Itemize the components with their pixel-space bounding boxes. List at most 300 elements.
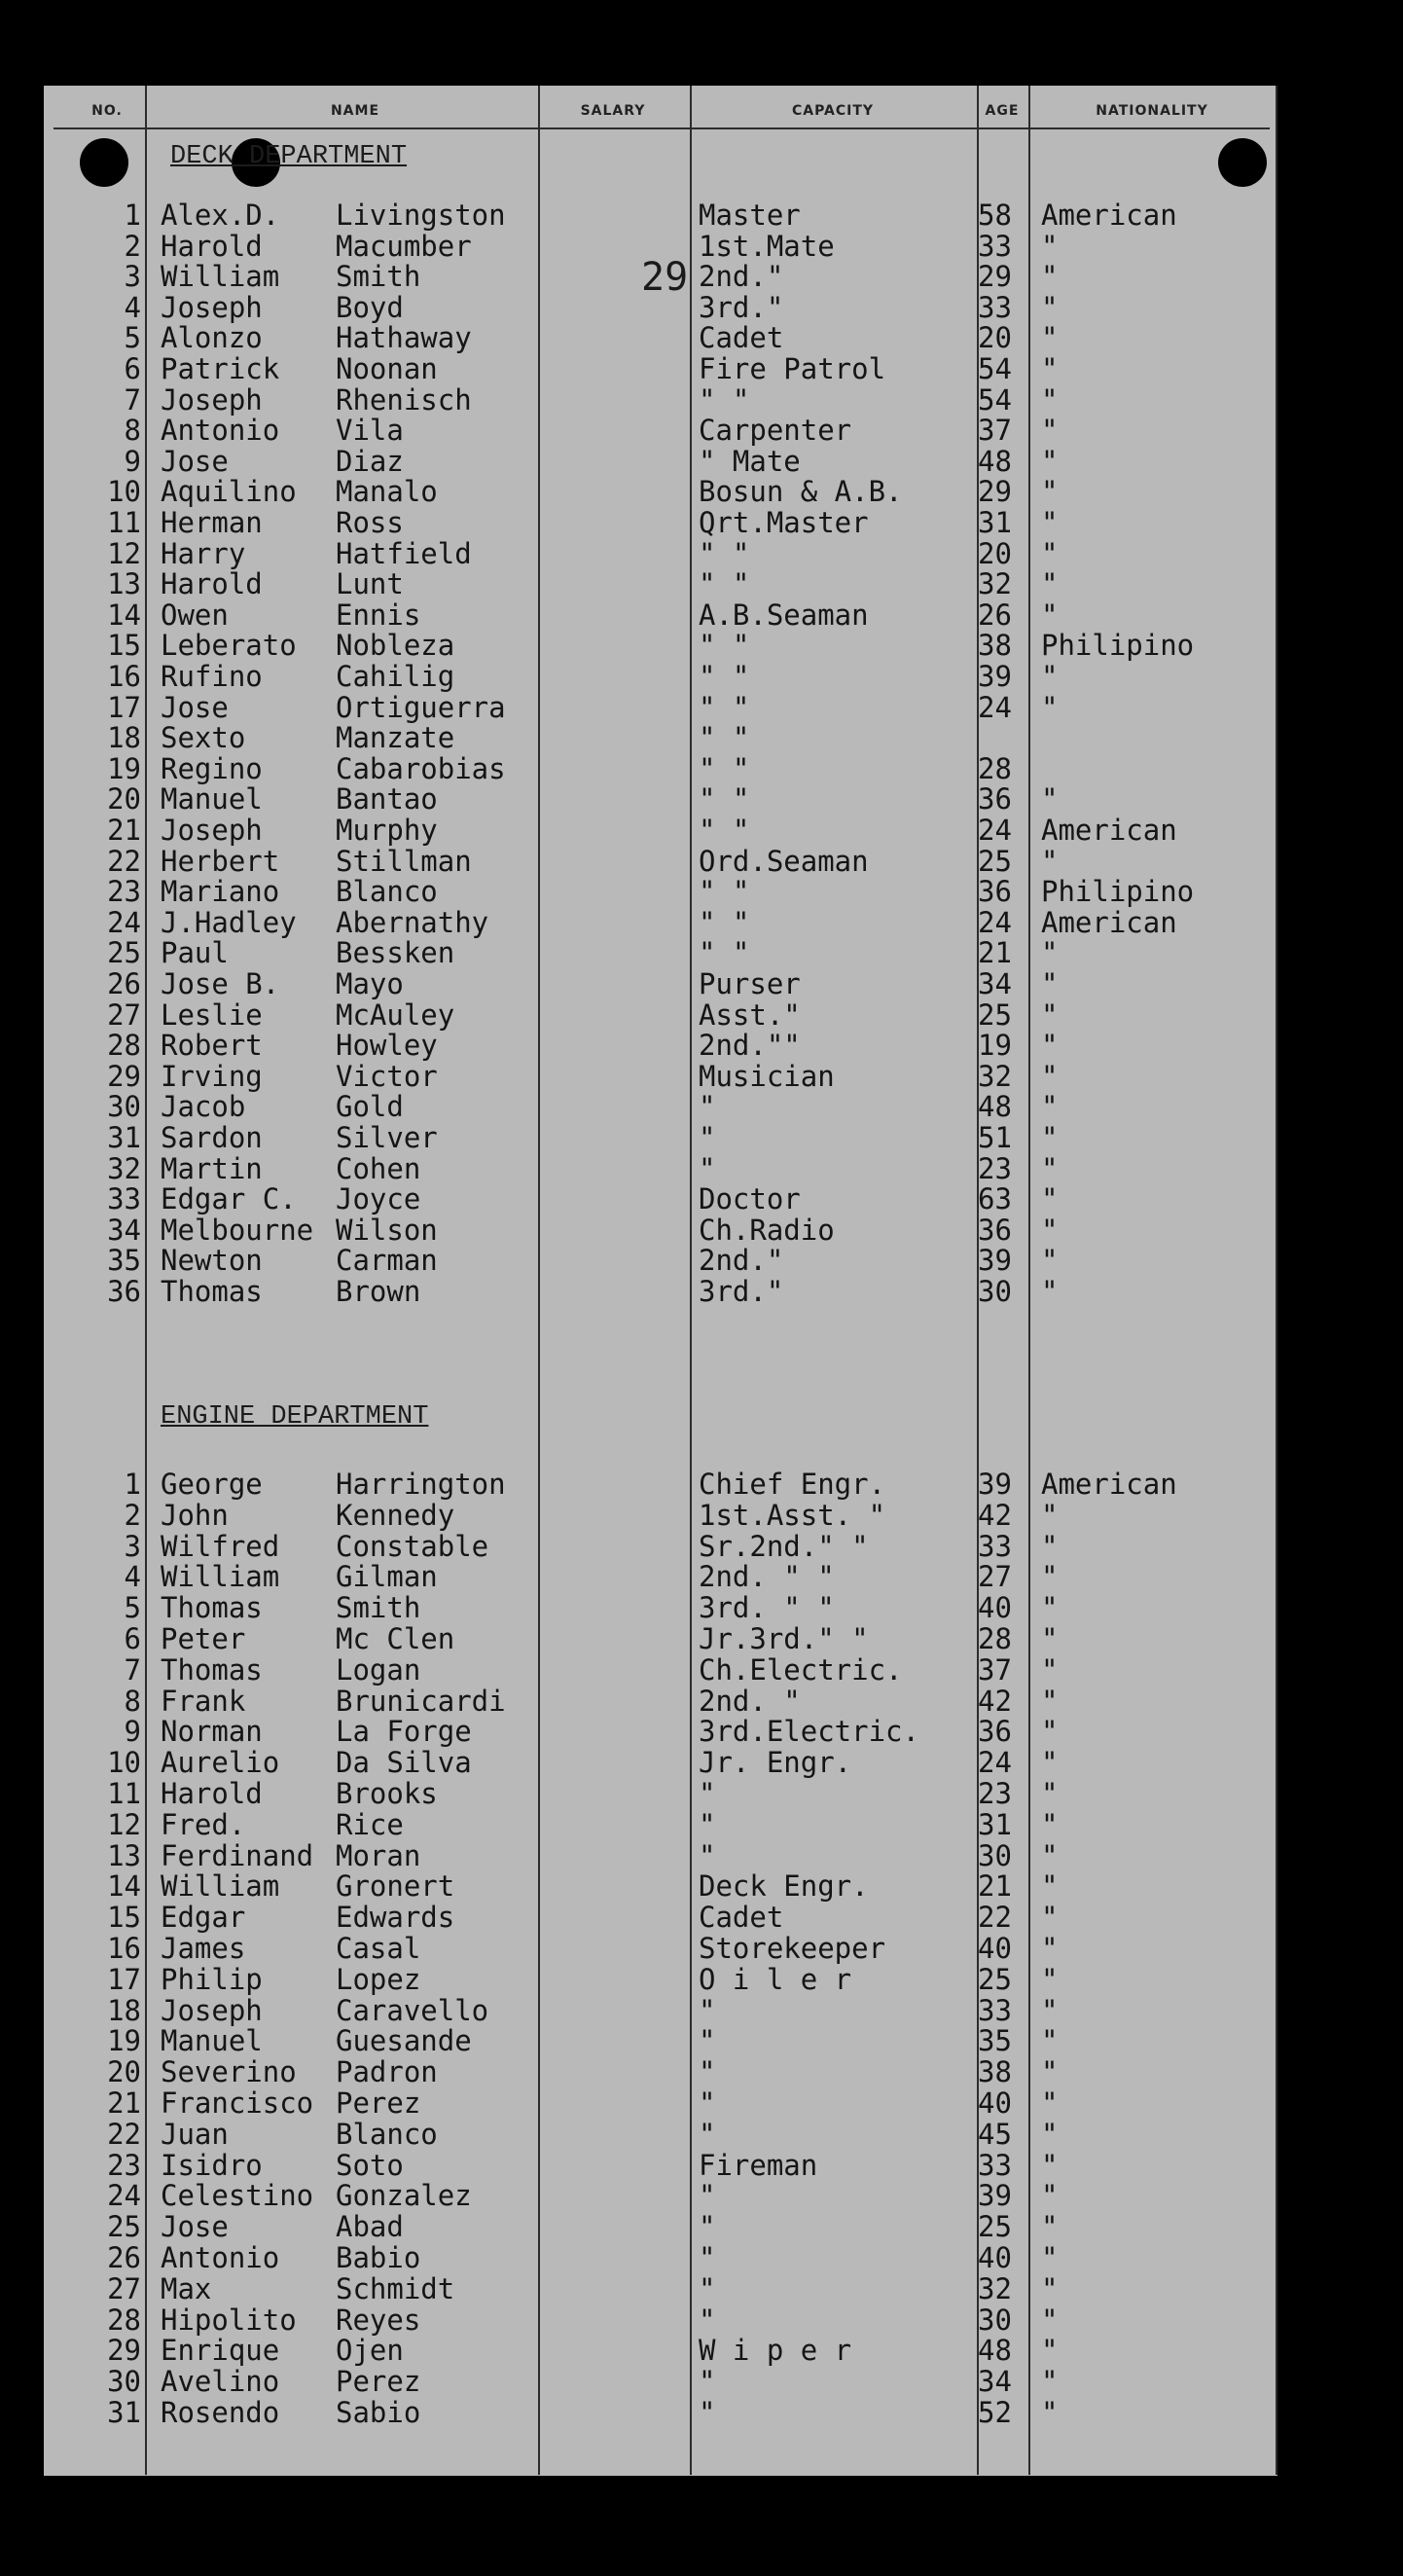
crew-last-name: Harrington xyxy=(336,1468,506,1501)
crew-first-name: Edgar xyxy=(161,1901,246,1935)
crew-number: 34 xyxy=(107,1213,141,1247)
crew-capacity: " " xyxy=(699,660,750,693)
crew-nationality: " xyxy=(1041,1121,1059,1154)
crew-number: 9 xyxy=(124,1715,141,1749)
crew-nationality: " xyxy=(1041,660,1059,693)
crew-nationality: American xyxy=(1041,1468,1177,1501)
crew-row xyxy=(44,1777,1277,1808)
crew-number: 29 xyxy=(107,1059,141,1093)
crew-age: 30 xyxy=(978,1275,1012,1308)
crew-last-name: Constable xyxy=(336,1529,489,1563)
crew-age: 24 xyxy=(978,905,1012,939)
crew-nationality: " xyxy=(1041,2148,1059,2182)
crew-age: 37 xyxy=(978,414,1012,448)
crew-nationality: " xyxy=(1041,2303,1059,2337)
crew-last-name: Murphy xyxy=(336,814,438,847)
crew-age: 63 xyxy=(978,1182,1012,1216)
crew-row xyxy=(44,445,1277,476)
crew-number: 31 xyxy=(107,2396,141,2429)
crew-number: 35 xyxy=(107,1244,141,1278)
crew-age: 40 xyxy=(978,1591,1012,1625)
crew-age: 32 xyxy=(978,1059,1012,1093)
crew-number: 1 xyxy=(124,199,141,232)
crew-row xyxy=(44,1244,1277,1278)
crew-last-name: Silver xyxy=(336,1121,438,1154)
crew-age: 24 xyxy=(978,1746,1012,1780)
crew-row xyxy=(44,2210,1277,2244)
crew-last-name: Bessken xyxy=(336,936,455,970)
crew-number: 29 xyxy=(107,2334,141,2368)
crew-nationality: " xyxy=(1041,1932,1059,1965)
crew-capacity: " xyxy=(699,1993,716,2027)
crew-row xyxy=(44,475,1277,509)
crew-age: 25 xyxy=(978,2210,1012,2244)
crew-first-name: Philip xyxy=(161,1962,263,1996)
crew-row xyxy=(44,2334,1277,2368)
crew-age: 25 xyxy=(978,998,1012,1032)
crew-row xyxy=(44,1685,1277,1716)
crew-capacity: " " xyxy=(699,536,750,570)
crew-row xyxy=(44,1622,1277,1653)
crew-row xyxy=(44,2086,1277,2118)
crew-row xyxy=(44,1901,1277,1935)
crew-capacity: Doctor xyxy=(699,1182,801,1216)
crew-first-name: Antonio xyxy=(161,2241,280,2274)
crew-first-name: Harold xyxy=(161,567,263,601)
crew-row xyxy=(44,814,1277,845)
crew-last-name: Livingston xyxy=(336,199,506,232)
crew-row xyxy=(44,1715,1277,1749)
crew-first-name: Irving xyxy=(161,1059,263,1093)
deck-department-title: DECK DEPARTMENT xyxy=(170,142,408,171)
punch-hole-left xyxy=(80,138,128,187)
crew-age: 35 xyxy=(978,2024,1012,2058)
crew-nationality: American xyxy=(1041,905,1177,939)
crew-capacity: " xyxy=(699,2024,716,2058)
crew-number: 20 xyxy=(107,2055,141,2089)
crew-last-name: Perez xyxy=(336,2086,421,2120)
crew-age: 33 xyxy=(978,1993,1012,2027)
crew-age: 48 xyxy=(978,2334,1012,2368)
crew-row xyxy=(44,2304,1277,2335)
crew-last-name: Joyce xyxy=(336,1182,421,1216)
crew-first-name: Jacob xyxy=(161,1090,246,1124)
crew-row xyxy=(44,1653,1277,1685)
crew-row xyxy=(44,199,1277,230)
header-nationality: NATIONALITY xyxy=(1096,103,1208,119)
crew-capacity: " xyxy=(699,1838,716,1872)
crew-age: 25 xyxy=(978,844,1012,878)
crew-number: 12 xyxy=(107,536,141,570)
crew-number: 28 xyxy=(107,1029,141,1063)
crew-row xyxy=(44,1029,1277,1063)
crew-last-name: Bantao xyxy=(336,782,438,816)
crew-number: 36 xyxy=(107,1275,141,1308)
crew-last-name: Reyes xyxy=(336,2303,421,2337)
crew-first-name: Wilfred xyxy=(161,1529,280,1563)
crew-last-name: Mc Clen xyxy=(336,1622,455,1655)
crew-capacity: Ch.Electric. xyxy=(699,1652,903,1687)
crew-last-name: Kennedy xyxy=(336,1498,455,1532)
crew-age: 24 xyxy=(978,814,1012,847)
crew-first-name: Paul xyxy=(161,936,229,970)
crew-nationality: " xyxy=(1041,1807,1059,1841)
crew-row xyxy=(44,845,1277,876)
engine-department-title: ENGINE DEPARTMENT xyxy=(161,1402,429,1432)
crew-nationality: American xyxy=(1041,814,1177,847)
crew-capacity: 3rd.Electric. xyxy=(699,1715,919,1749)
crew-capacity: " Mate xyxy=(699,444,801,478)
crew-nationality: " xyxy=(1041,1151,1059,1185)
crew-capacity: Jr. Engr. xyxy=(699,1746,852,1780)
crew-capacity: 2nd." xyxy=(699,260,784,294)
crew-first-name: Harold xyxy=(161,229,263,263)
crew-age: 20 xyxy=(978,321,1012,355)
crew-first-name: Francisco xyxy=(161,2086,314,2120)
crew-capacity: " xyxy=(699,2117,716,2151)
crew-first-name: Norman xyxy=(161,1715,263,1749)
crew-first-name: Martin xyxy=(161,1151,263,1185)
crew-first-name: Thomas xyxy=(161,1275,263,1308)
crew-last-name: Noonan xyxy=(336,352,438,385)
crew-capacity: 2nd." xyxy=(699,1244,784,1278)
crew-age: 23 xyxy=(978,1777,1012,1810)
crew-capacity: Musician xyxy=(699,1059,835,1093)
crew-row xyxy=(44,1808,1277,1839)
crew-capacity: " " xyxy=(699,751,750,785)
crew-age: 40 xyxy=(978,1932,1012,1965)
crew-last-name: Gonzalez xyxy=(336,2179,472,2213)
crew-first-name: Celestino xyxy=(161,2179,314,2213)
crew-nationality: " xyxy=(1041,1059,1059,1093)
crew-last-name: Nobleza xyxy=(336,629,455,663)
crew-age: 21 xyxy=(978,1869,1012,1904)
crew-nationality: " xyxy=(1041,2179,1059,2213)
crew-nationality: " xyxy=(1041,260,1059,294)
crew-age: 20 xyxy=(978,536,1012,570)
crew-number: 7 xyxy=(124,382,141,417)
crew-age: 52 xyxy=(978,2396,1012,2429)
crew-capacity: " " xyxy=(699,382,750,417)
crew-age: 45 xyxy=(978,2117,1012,2151)
crew-capacity: 3rd." xyxy=(699,290,784,324)
crew-capacity: " xyxy=(699,2179,716,2213)
crew-last-name: Blanco xyxy=(336,875,438,909)
crew-capacity: " " xyxy=(699,567,750,601)
crew-number: 8 xyxy=(124,1684,141,1718)
crew-capacity: " xyxy=(699,1807,716,1841)
crew-first-name: Patrick xyxy=(161,352,280,385)
crew-number: 2 xyxy=(124,229,141,263)
crew-number: 4 xyxy=(124,290,141,324)
crew-last-name: Hatfield xyxy=(336,536,472,570)
crew-first-name: William xyxy=(161,1560,280,1594)
crew-row xyxy=(44,2365,1277,2399)
crew-row xyxy=(44,752,1277,783)
crew-nationality: " xyxy=(1041,444,1059,478)
crew-first-name: Jose xyxy=(161,2210,229,2244)
crew-last-name: Lunt xyxy=(336,567,404,601)
crew-number: 22 xyxy=(107,2117,141,2151)
crew-first-name: Avelino xyxy=(161,2365,280,2399)
crew-first-name: Joseph xyxy=(161,814,263,847)
crew-row xyxy=(44,1090,1277,1124)
crew-number: 14 xyxy=(107,1869,141,1904)
crew-capacity: Jr.3rd." " xyxy=(699,1622,869,1655)
crew-last-name: Da Silva xyxy=(336,1746,472,1780)
crew-number: 13 xyxy=(107,1838,141,1872)
crew-number: 21 xyxy=(107,2086,141,2120)
crew-first-name: Leberato xyxy=(161,629,297,663)
crew-first-name: Jose B. xyxy=(161,967,280,1000)
crew-row xyxy=(44,1499,1277,1530)
crew-last-name: Lopez xyxy=(336,1962,421,1996)
crew-nationality: " xyxy=(1041,598,1059,632)
crew-nationality: " xyxy=(1041,567,1059,601)
crew-row xyxy=(44,1152,1277,1183)
crew-last-name: Vila xyxy=(336,414,404,448)
crew-first-name: Jose xyxy=(161,690,229,724)
crew-capacity: " " xyxy=(699,814,750,847)
crew-age: 28 xyxy=(978,751,1012,785)
crew-nationality: " xyxy=(1041,2117,1059,2151)
crew-number: 6 xyxy=(124,352,141,385)
crew-number: 7 xyxy=(124,1652,141,1687)
crew-nationality: " xyxy=(1041,2024,1059,2058)
crew-last-name: Brooks xyxy=(336,1777,438,1810)
crew-nationality: " xyxy=(1041,2396,1059,2429)
crew-first-name: Aurelio xyxy=(161,1746,280,1780)
crew-number: 3 xyxy=(124,1529,141,1563)
crew-number: 25 xyxy=(107,936,141,970)
crew-first-name: Robert xyxy=(161,1029,263,1063)
crew-capacity: 2nd."" xyxy=(699,1029,801,1063)
crew-age: 19 xyxy=(978,1029,1012,1063)
crew-first-name: Hipolito xyxy=(161,2303,297,2337)
crew-age: 51 xyxy=(978,1121,1012,1154)
crew-capacity: 2nd. " xyxy=(699,1684,801,1718)
crew-age: 36 xyxy=(978,782,1012,816)
crew-number: 27 xyxy=(107,2271,141,2305)
crew-nationality: " xyxy=(1041,290,1059,324)
crew-nationality: " xyxy=(1041,1244,1059,1278)
header-salary: SALARY xyxy=(580,103,646,119)
crew-first-name: Alonzo xyxy=(161,321,263,355)
crew-last-name: Cabarobias xyxy=(336,751,506,785)
crew-age: 31 xyxy=(978,1807,1012,1841)
crew-nationality: " xyxy=(1041,382,1059,417)
crew-nationality: " xyxy=(1041,1275,1059,1308)
crew-number: 1 xyxy=(124,1468,141,1501)
crew-nationality: " xyxy=(1041,2271,1059,2305)
header-rule xyxy=(54,127,1270,129)
crew-first-name: Isidro xyxy=(161,2148,263,2182)
crew-first-name: Mariano xyxy=(161,875,280,909)
crew-number: 22 xyxy=(107,844,141,878)
crew-row xyxy=(44,599,1277,630)
crew-capacity: Qrt.Master xyxy=(699,506,869,539)
crew-nationality: " xyxy=(1041,536,1059,570)
crew-number: 3 xyxy=(124,260,141,294)
crew-number: 17 xyxy=(107,1962,141,1996)
crew-last-name: Rice xyxy=(336,1807,404,1841)
crew-age: 28 xyxy=(978,1622,1012,1655)
crew-row xyxy=(44,629,1277,663)
crew-number: 15 xyxy=(107,629,141,663)
crew-last-name: Ennis xyxy=(336,598,421,632)
crew-capacity: A.B.Seaman xyxy=(699,598,869,632)
crew-last-name: McAuley xyxy=(336,998,455,1032)
crew-capacity: " " xyxy=(699,936,750,970)
crew-capacity: " xyxy=(699,2396,716,2429)
crew-last-name: Casal xyxy=(336,1932,421,1965)
crew-last-name: Schmidt xyxy=(336,2271,455,2305)
crew-nationality: American xyxy=(1041,199,1177,232)
crew-nationality: " xyxy=(1041,2055,1059,2089)
crew-last-name: Caravello xyxy=(336,1993,489,2027)
crew-row xyxy=(44,1060,1277,1091)
crew-nationality: " xyxy=(1041,1591,1059,1625)
crew-capacity: " xyxy=(699,1121,716,1154)
crew-nationality: " xyxy=(1041,1993,1059,2027)
crew-number: 27 xyxy=(107,998,141,1032)
crew-row xyxy=(44,1468,1277,1499)
crew-row xyxy=(44,660,1277,691)
crew-capacity: " " xyxy=(699,721,750,755)
crew-last-name: Gronert xyxy=(336,1869,455,1904)
crew-row xyxy=(44,1121,1277,1152)
crew-nationality: " xyxy=(1041,1560,1059,1594)
crew-nationality: " xyxy=(1041,782,1059,816)
crew-age: 36 xyxy=(978,1213,1012,1247)
crew-last-name: Manalo xyxy=(336,475,438,509)
crew-last-name: Ross xyxy=(336,506,404,539)
crew-number: 4 xyxy=(124,1560,141,1594)
crew-row xyxy=(44,230,1277,261)
crew-number: 26 xyxy=(107,967,141,1000)
crew-capacity: " xyxy=(699,2086,716,2120)
crew-number: 18 xyxy=(107,1993,141,2027)
crew-nationality: " xyxy=(1041,690,1059,724)
crew-last-name: Gold xyxy=(336,1090,404,1124)
crew-capacity: " " xyxy=(699,782,750,816)
crew-nationality: " xyxy=(1041,967,1059,1000)
crew-row xyxy=(44,352,1277,383)
crew-nationality: " xyxy=(1041,1715,1059,1749)
crew-first-name: Severino xyxy=(161,2055,297,2089)
crew-first-name: Joseph xyxy=(161,290,263,324)
crew-age: 31 xyxy=(978,506,1012,539)
crew-capacity: " xyxy=(699,1777,716,1810)
crew-last-name: Stillman xyxy=(336,844,472,878)
crew-capacity: Deck Engr. xyxy=(699,1869,869,1904)
crew-row xyxy=(44,1214,1277,1245)
crew-first-name: Melbourne xyxy=(161,1213,314,1247)
crew-first-name: Fred. xyxy=(161,1807,246,1841)
crew-number: 26 xyxy=(107,2241,141,2274)
crew-capacity: Sr.2nd." " xyxy=(699,1529,869,1563)
crew-number: 20 xyxy=(107,782,141,816)
header-capacity: CAPACITY xyxy=(791,103,875,119)
crew-row xyxy=(44,998,1277,1030)
crew-row xyxy=(44,1932,1277,1963)
crew-age: 23 xyxy=(978,1151,1012,1185)
crew-capacity: " xyxy=(699,2241,716,2274)
crew-capacity: Asst." xyxy=(699,998,801,1032)
crew-last-name: Rhenisch xyxy=(336,382,472,417)
crew-number: 5 xyxy=(124,321,141,355)
crew-first-name: Ferdinand xyxy=(161,1838,314,1872)
crew-first-name: Manuel xyxy=(161,782,263,816)
crew-age: 33 xyxy=(978,2148,1012,2182)
crew-age: 30 xyxy=(978,2303,1012,2337)
crew-nationality: " xyxy=(1041,1029,1059,1063)
crew-last-name: Hathaway xyxy=(336,321,472,355)
crew-last-name: Manzate xyxy=(336,721,455,755)
crew-last-name: Smith xyxy=(336,1591,421,1625)
crew-age: 33 xyxy=(978,290,1012,324)
crew-capacity: " " xyxy=(699,629,750,663)
crew-last-name: Abad xyxy=(336,2210,404,2244)
crew-row xyxy=(44,1182,1277,1214)
crew-last-name: Sabio xyxy=(336,2396,421,2429)
crew-row xyxy=(44,506,1277,537)
crew-capacity: Cadet xyxy=(699,321,784,355)
crew-row xyxy=(44,260,1277,294)
crew-nationality: " xyxy=(1041,2210,1059,2244)
crew-first-name: Sexto xyxy=(161,721,246,755)
crew-row xyxy=(44,537,1277,568)
crew-nationality: " xyxy=(1041,1529,1059,1563)
crew-number: 6 xyxy=(124,1622,141,1655)
crew-capacity: Chief Engr. xyxy=(699,1468,886,1501)
crew-first-name: Edgar C. xyxy=(161,1182,297,1216)
crew-age: 48 xyxy=(978,444,1012,478)
crew-nationality: " xyxy=(1041,1182,1059,1216)
crew-age: 27 xyxy=(978,1560,1012,1594)
crew-number: 23 xyxy=(107,2148,141,2182)
crew-last-name: Padron xyxy=(336,2055,438,2089)
crew-last-name: Boyd xyxy=(336,290,404,324)
crew-nationality: " xyxy=(1041,352,1059,385)
crew-age: 33 xyxy=(978,1529,1012,1563)
crew-capacity: W i p e r xyxy=(699,2334,852,2368)
crew-row xyxy=(44,567,1277,599)
crew-age: 54 xyxy=(978,352,1012,385)
crew-age: 54 xyxy=(978,382,1012,417)
crew-first-name: Frank xyxy=(161,1684,246,1718)
crew-number: 18 xyxy=(107,721,141,755)
crew-last-name: Victor xyxy=(336,1059,438,1093)
crew-capacity: " xyxy=(699,2365,716,2399)
crew-first-name: James xyxy=(161,1932,246,1965)
crew-row xyxy=(44,875,1277,909)
header-age: AGE xyxy=(985,103,1020,119)
crew-age: 33 xyxy=(978,229,1012,263)
crew-first-name: Thomas xyxy=(161,1652,263,1687)
crew-nationality: " xyxy=(1041,229,1059,263)
crew-first-name: George xyxy=(161,1468,263,1501)
crew-first-name: Herman xyxy=(161,506,263,539)
crew-row xyxy=(44,2272,1277,2304)
crew-number: 23 xyxy=(107,875,141,909)
crew-last-name: Diaz xyxy=(336,444,404,478)
crew-last-name: Babio xyxy=(336,2241,421,2274)
crew-number: 10 xyxy=(107,1746,141,1780)
crew-last-name: Macumber xyxy=(336,229,472,263)
crew-row xyxy=(44,2179,1277,2213)
crew-capacity: " " xyxy=(699,875,750,909)
